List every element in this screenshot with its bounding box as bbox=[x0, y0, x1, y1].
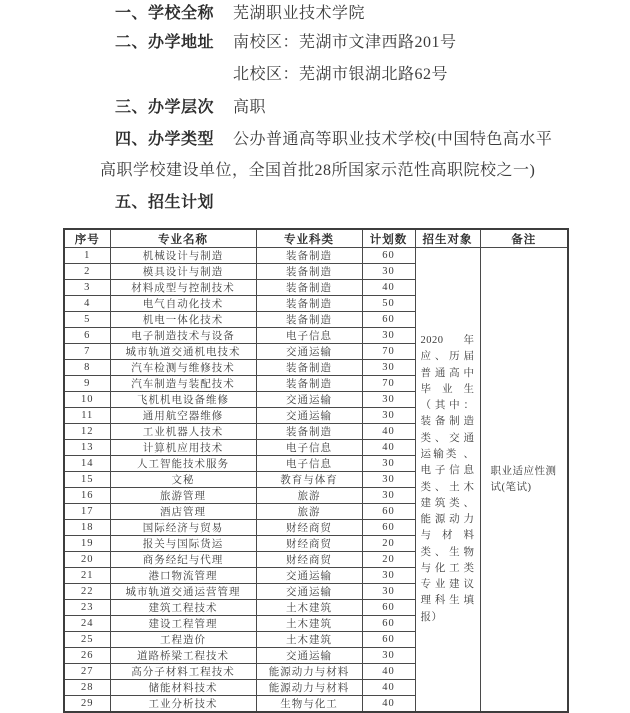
cell-major-name: 模具设计与制造 bbox=[110, 264, 256, 280]
cell-index: 13 bbox=[64, 440, 110, 456]
cell-index: 9 bbox=[64, 376, 110, 392]
cell-index: 23 bbox=[64, 600, 110, 616]
section-title: 五、招生计划 bbox=[115, 194, 215, 211]
cell-major-name: 国际经济与贸易 bbox=[110, 520, 256, 536]
cell-plan-count: 60 bbox=[362, 504, 415, 520]
cell-index: 7 bbox=[64, 344, 110, 360]
table-header-row bbox=[64, 229, 568, 248]
cell-plan-count: 60 bbox=[362, 600, 415, 616]
info-line-level bbox=[115, 100, 266, 116]
cell-plan-count: 30 bbox=[362, 568, 415, 584]
cell-category: 旅游 bbox=[256, 504, 362, 520]
cell-category: 土木建筑 bbox=[256, 616, 362, 632]
cell-plan-count: 40 bbox=[362, 280, 415, 296]
cell-major-name: 城市轨道交通机电技术 bbox=[110, 344, 256, 360]
cell-plan-count: 30 bbox=[362, 408, 415, 424]
cell-plan-count: 30 bbox=[362, 264, 415, 280]
cell-category: 交通运输 bbox=[256, 408, 362, 424]
cell-category: 装备制造 bbox=[256, 248, 362, 264]
col-header-plan: 计划数 bbox=[362, 229, 415, 248]
cell-major-name: 报关与国际货运 bbox=[110, 536, 256, 552]
cell-index: 19 bbox=[64, 536, 110, 552]
cell-category: 装备制造 bbox=[256, 264, 362, 280]
cell-index: 11 bbox=[64, 408, 110, 424]
cell-plan-count: 40 bbox=[362, 424, 415, 440]
cell-plan-count: 40 bbox=[362, 440, 415, 456]
cell-major-name: 工业分析技术 bbox=[110, 696, 256, 713]
cell-category: 装备制造 bbox=[256, 280, 362, 296]
cell-index: 3 bbox=[64, 280, 110, 296]
plan-table-body bbox=[64, 248, 568, 713]
cell-plan-count: 50 bbox=[362, 296, 415, 312]
cell-major-name: 建设工程管理 bbox=[110, 616, 256, 632]
cell-plan-count: 30 bbox=[362, 472, 415, 488]
cell-plan-count: 30 bbox=[362, 360, 415, 376]
table-row bbox=[64, 248, 568, 264]
info-value: 南校区：芜湖市文津西路201号 bbox=[233, 34, 457, 51]
cell-category: 能源动力与材料 bbox=[256, 680, 362, 696]
cell-index: 8 bbox=[64, 360, 110, 376]
cell-major-name: 港口物流管理 bbox=[110, 568, 256, 584]
cell-category: 交通运输 bbox=[256, 568, 362, 584]
cell-category: 电子信息 bbox=[256, 456, 362, 472]
info-value: 高职 bbox=[233, 99, 267, 116]
cell-major-name: 计算机应用技术 bbox=[110, 440, 256, 456]
cell-index: 16 bbox=[64, 488, 110, 504]
cell-major-name: 酒店管理 bbox=[110, 504, 256, 520]
cell-category: 装备制造 bbox=[256, 296, 362, 312]
cell-plan-count: 70 bbox=[362, 344, 415, 360]
cell-major-name: 电气自动化技术 bbox=[110, 296, 256, 312]
cell-plan-count: 20 bbox=[362, 536, 415, 552]
cell-plan-count: 60 bbox=[362, 248, 415, 264]
cell-category: 装备制造 bbox=[256, 424, 362, 440]
cell-category: 能源动力与材料 bbox=[256, 664, 362, 680]
cell-index: 17 bbox=[64, 504, 110, 520]
cell-plan-count: 30 bbox=[362, 488, 415, 504]
cell-index: 14 bbox=[64, 456, 110, 472]
cell-major-name: 汽车检测与维修技术 bbox=[110, 360, 256, 376]
cell-category: 交通运输 bbox=[256, 584, 362, 600]
cell-plan-count: 60 bbox=[362, 520, 415, 536]
cell-category: 财经商贸 bbox=[256, 552, 362, 568]
cell-index: 28 bbox=[64, 680, 110, 696]
cell-index: 22 bbox=[64, 584, 110, 600]
cell-index: 1 bbox=[64, 248, 110, 264]
admission-target-cell: 2020 年应、历届普通高中毕业生（其中：装备制造类、交通运输类 、电子信息类、土木建筑类、能源动力与材料类、生物与化工类专业建议理科生填报） bbox=[415, 248, 480, 713]
info-line-enrollment-plan-title bbox=[115, 195, 215, 211]
cell-category: 教育与体育 bbox=[256, 472, 362, 488]
cell-index: 25 bbox=[64, 632, 110, 648]
cell-major-name: 机电一体化技术 bbox=[110, 312, 256, 328]
col-header-major: 专业名称 bbox=[110, 229, 256, 248]
info-line-type bbox=[115, 132, 552, 148]
info-label: 二、办学地址 bbox=[115, 34, 215, 51]
cell-major-name: 高分子材料工程技术 bbox=[110, 664, 256, 680]
col-header-target: 招生对象 bbox=[415, 229, 480, 248]
cell-index: 12 bbox=[64, 424, 110, 440]
cell-plan-count: 30 bbox=[362, 456, 415, 472]
cell-index: 29 bbox=[64, 696, 110, 713]
cell-index: 2 bbox=[64, 264, 110, 280]
cell-plan-count: 30 bbox=[362, 584, 415, 600]
cell-plan-count: 30 bbox=[362, 328, 415, 344]
info-value: 公办普通高等职业技术学校(中国特色高水平 bbox=[233, 131, 553, 148]
cell-category: 电子信息 bbox=[256, 328, 362, 344]
info-label: 一、学校全称 bbox=[115, 5, 215, 22]
cell-plan-count: 60 bbox=[362, 312, 415, 328]
cell-major-name: 文秘 bbox=[110, 472, 256, 488]
cell-category: 财经商贸 bbox=[256, 536, 362, 552]
cell-index: 27 bbox=[64, 664, 110, 680]
info-line-type-continued bbox=[100, 163, 535, 179]
cell-category: 交通运输 bbox=[256, 648, 362, 664]
cell-major-name: 材料成型与控制技术 bbox=[110, 280, 256, 296]
cell-major-name: 工程造价 bbox=[110, 632, 256, 648]
col-header-index: 序号 bbox=[64, 229, 110, 248]
cell-index: 4 bbox=[64, 296, 110, 312]
cell-index: 10 bbox=[64, 392, 110, 408]
col-header-remark: 备注 bbox=[480, 229, 568, 248]
cell-category: 旅游 bbox=[256, 488, 362, 504]
cell-plan-count: 20 bbox=[362, 552, 415, 568]
cell-category: 交通运输 bbox=[256, 392, 362, 408]
cell-major-name: 道路桥梁工程技术 bbox=[110, 648, 256, 664]
enrollment-plan-table bbox=[63, 228, 569, 713]
cell-major-name: 汽车制造与装配技术 bbox=[110, 376, 256, 392]
cell-category: 交通运输 bbox=[256, 344, 362, 360]
cell-plan-count: 30 bbox=[362, 648, 415, 664]
cell-category: 装备制造 bbox=[256, 376, 362, 392]
info-line-address-north bbox=[233, 67, 448, 83]
cell-major-name: 建筑工程技术 bbox=[110, 600, 256, 616]
cell-plan-count: 30 bbox=[362, 392, 415, 408]
cell-category: 电子信息 bbox=[256, 440, 362, 456]
cell-major-name: 通用航空器维修 bbox=[110, 408, 256, 424]
cell-major-name: 机械设计与制造 bbox=[110, 248, 256, 264]
cell-major-name: 旅游管理 bbox=[110, 488, 256, 504]
cell-major-name: 工业机器人技术 bbox=[110, 424, 256, 440]
cell-major-name: 城市轨道交通运营管理 bbox=[110, 584, 256, 600]
cell-category: 装备制造 bbox=[256, 312, 362, 328]
cell-plan-count: 40 bbox=[362, 680, 415, 696]
info-label: 四、办学类型 bbox=[115, 131, 215, 148]
info-value: 芜湖职业技术学院 bbox=[233, 5, 366, 22]
cell-category: 生物与化工 bbox=[256, 696, 362, 713]
cell-index: 5 bbox=[64, 312, 110, 328]
cell-index: 6 bbox=[64, 328, 110, 344]
cell-category: 土木建筑 bbox=[256, 600, 362, 616]
cell-index: 24 bbox=[64, 616, 110, 632]
cell-index: 18 bbox=[64, 520, 110, 536]
cell-index: 15 bbox=[64, 472, 110, 488]
cell-major-name: 人工智能技术服务 bbox=[110, 456, 256, 472]
cell-major-name: 储能材料技术 bbox=[110, 680, 256, 696]
cell-plan-count: 40 bbox=[362, 696, 415, 713]
cell-plan-count: 40 bbox=[362, 664, 415, 680]
info-line-address bbox=[115, 35, 457, 51]
info-value: 北校区：芜湖市银湖北路62号 bbox=[233, 66, 449, 83]
cell-plan-count: 70 bbox=[362, 376, 415, 392]
cell-category: 财经商贸 bbox=[256, 520, 362, 536]
cell-category: 装备制造 bbox=[256, 360, 362, 376]
info-value: 高职学校建设单位，全国首批28所国家示范性高职院校之一) bbox=[100, 162, 536, 179]
cell-category: 土木建筑 bbox=[256, 632, 362, 648]
remark-cell: 职业适应性测试(笔试) bbox=[480, 248, 568, 713]
col-header-category: 专业科类 bbox=[256, 229, 362, 248]
info-label: 三、办学层次 bbox=[115, 99, 215, 116]
cell-index: 21 bbox=[64, 568, 110, 584]
cell-plan-count: 60 bbox=[362, 616, 415, 632]
cell-index: 26 bbox=[64, 648, 110, 664]
cell-major-name: 商务经纪与代理 bbox=[110, 552, 256, 568]
cell-plan-count: 60 bbox=[362, 632, 415, 648]
cell-major-name: 飞机机电设备维修 bbox=[110, 392, 256, 408]
cell-index: 20 bbox=[64, 552, 110, 568]
info-line-school-name bbox=[115, 6, 365, 22]
cell-major-name: 电子制造技术与设备 bbox=[110, 328, 256, 344]
